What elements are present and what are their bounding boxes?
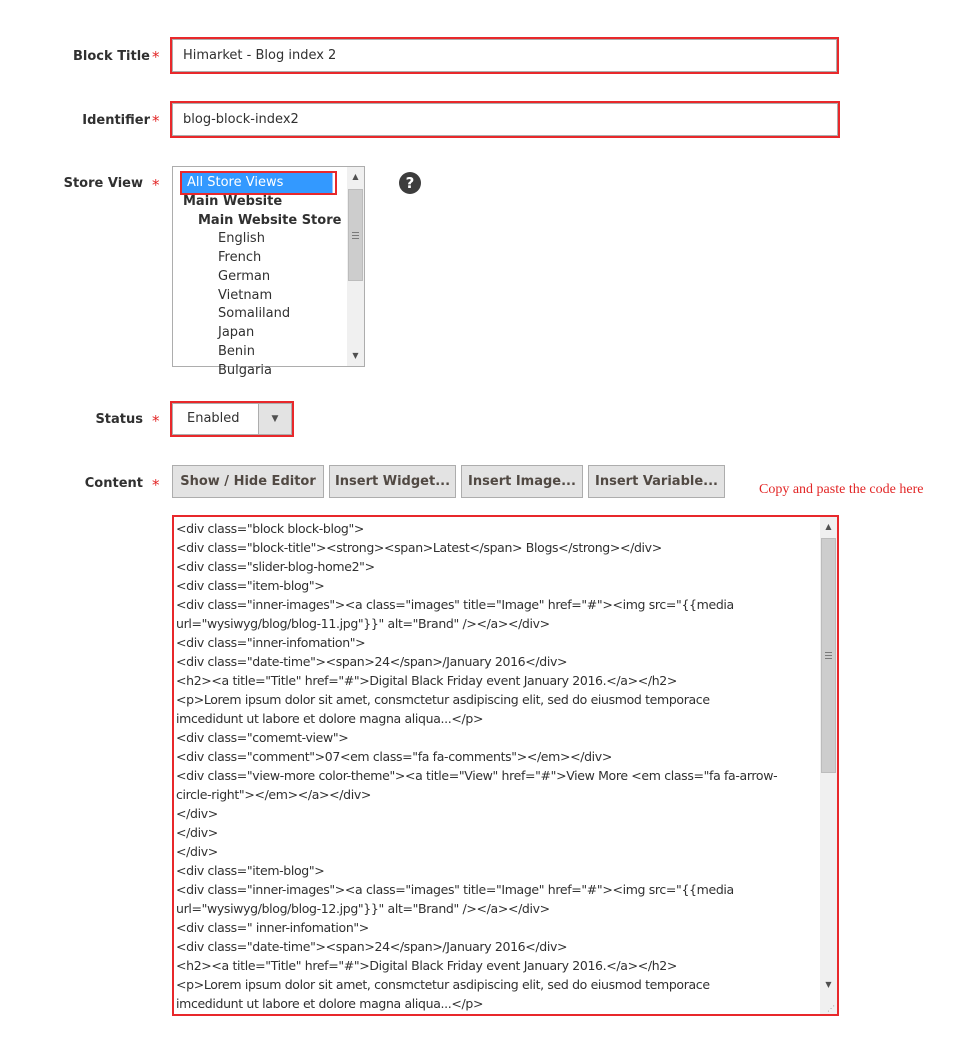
block-title-input[interactable]	[172, 39, 837, 72]
code-line: circle-right"></em></a></div>	[176, 787, 372, 802]
store-view-options[interactable]	[173, 167, 346, 378]
code-line: <div class="comment">07<em class="fa fa-comments"></em></div>	[176, 749, 612, 764]
store-view-option-vietnam[interactable]: Vietnam	[218, 288, 273, 303]
scroll-up-icon[interactable]: ▲	[825, 522, 832, 531]
required-marker: *	[152, 48, 160, 66]
code-line: </div>	[176, 844, 218, 859]
code-line: <div class="inner-images"><a class="images" title="Image" href="#"><img src="{{media	[176, 597, 734, 612]
scroll-down-icon[interactable]: ▼	[352, 351, 359, 360]
code-line: <p>Lorem ipsum dolor sit amet, consmctetur asdipiscing elit, sed do eiusmod temporace	[176, 977, 710, 992]
content-scrollbar[interactable]	[820, 517, 837, 1014]
store-view-option-benin[interactable]: Benin	[218, 344, 256, 359]
content-code[interactable]	[176, 519, 816, 1013]
code-line: imcedidunt ut labore et dolore magna aliqua...</p>	[176, 996, 484, 1011]
code-line: <div class="block block-blog">	[176, 521, 365, 536]
code-line: <div class="inner-infomation">	[176, 635, 366, 650]
scroll-down-icon[interactable]: ▼	[825, 980, 832, 989]
status-label: Status	[95, 412, 143, 427]
help-icon[interactable]: ?	[399, 172, 421, 194]
code-line: </div>	[176, 825, 218, 840]
content-textarea[interactable]	[172, 515, 839, 1016]
copy-paste-annotation: Copy and paste the code here	[759, 482, 924, 497]
required-marker: *	[152, 476, 160, 494]
code-line: <div class="comemt-view">	[176, 730, 349, 745]
code-line: <h2><a title="Title" href="#">Digital Black Friday event January 2016.</a></h2>	[176, 673, 677, 688]
required-marker: *	[152, 176, 160, 194]
code-line: url="wysiwyg/blog/blog-11.jpg"}}" alt="Brand" /></a></div>	[176, 616, 550, 631]
chevron-down-icon[interactable]: ▼	[258, 404, 291, 434]
code-line: <div class=" inner-infomation">	[176, 920, 369, 935]
code-line: url="wysiwyg/blog/blog-12.jpg"}}" alt="Brand" /></a></div>	[176, 901, 550, 916]
store-view-scrollbar[interactable]	[347, 167, 364, 366]
store-view-option-german[interactable]: German	[218, 269, 271, 284]
code-line: <div class="item-blog">	[176, 578, 325, 593]
store-view-option-all[interactable]: All Store Views	[182, 173, 332, 193]
status-select[interactable]	[172, 403, 292, 435]
identifier-input[interactable]	[172, 103, 838, 136]
scrollbar-thumb[interactable]	[821, 538, 836, 773]
code-line: imcedidunt ut labore et dolore magna aliqua...</p>	[176, 711, 484, 726]
insert-variable-button[interactable]: Insert Variable...	[588, 465, 725, 498]
store-view-option-somaliland[interactable]: Somaliland	[218, 306, 291, 321]
store-view-option-main-website[interactable]: Main Website	[183, 194, 283, 209]
store-view-option-japan[interactable]: Japan	[218, 325, 255, 340]
block-title-label: Block Title	[73, 49, 150, 64]
required-marker: *	[152, 112, 160, 130]
code-line: <div class="date-time"><span>24</span>/January 2016</div>	[176, 654, 568, 669]
store-view-option-bulgaria[interactable]: Bulgaria	[218, 363, 272, 378]
store-view-label: Store View	[63, 176, 143, 191]
scroll-up-icon[interactable]: ▲	[352, 172, 359, 181]
code-line: <h2><a title="Title" href="#">Digital Black Friday event January 2016.</a></h2>	[176, 958, 677, 973]
code-line: </div>	[176, 806, 218, 821]
show-hide-editor-button[interactable]: Show / Hide Editor	[172, 465, 324, 498]
store-view-multiselect[interactable]	[172, 166, 365, 378]
store-view-option-main-website-store[interactable]: Main Website Store	[198, 213, 342, 228]
code-line: <div class="inner-images"><a class="images" title="Image" href="#"><img src="{{media	[176, 882, 734, 897]
status-selected-value: Enabled	[187, 411, 240, 426]
code-line: <div class="slider-blog-home2">	[176, 559, 375, 574]
code-line: <div class="view-more color-theme"><a title="View" href="#">View More <em class="fa fa-arrow-	[176, 768, 778, 783]
scrollbar-thumb[interactable]	[348, 189, 363, 281]
resize-handle-icon[interactable]: ⋰	[827, 1004, 835, 1013]
required-marker: *	[152, 412, 160, 430]
code-line: <div class="item-blog">	[176, 863, 325, 878]
store-view-option-french[interactable]: French	[218, 250, 262, 265]
content-label: Content	[84, 476, 143, 491]
insert-widget-button[interactable]: Insert Widget...	[329, 465, 456, 498]
code-line: <div class="date-time"><span>24</span>/January 2016</div>	[176, 939, 568, 954]
store-view-option-english[interactable]: English	[218, 231, 265, 246]
code-line: <div class="block-title"><strong><span>Latest</span> Blogs</strong></div>	[176, 540, 662, 555]
code-line: <p>Lorem ipsum dolor sit amet, consmctetur asdipiscing elit, sed do eiusmod temporace	[176, 692, 710, 707]
insert-image-button[interactable]: Insert Image...	[461, 465, 583, 498]
identifier-label: Identifier	[82, 113, 150, 128]
